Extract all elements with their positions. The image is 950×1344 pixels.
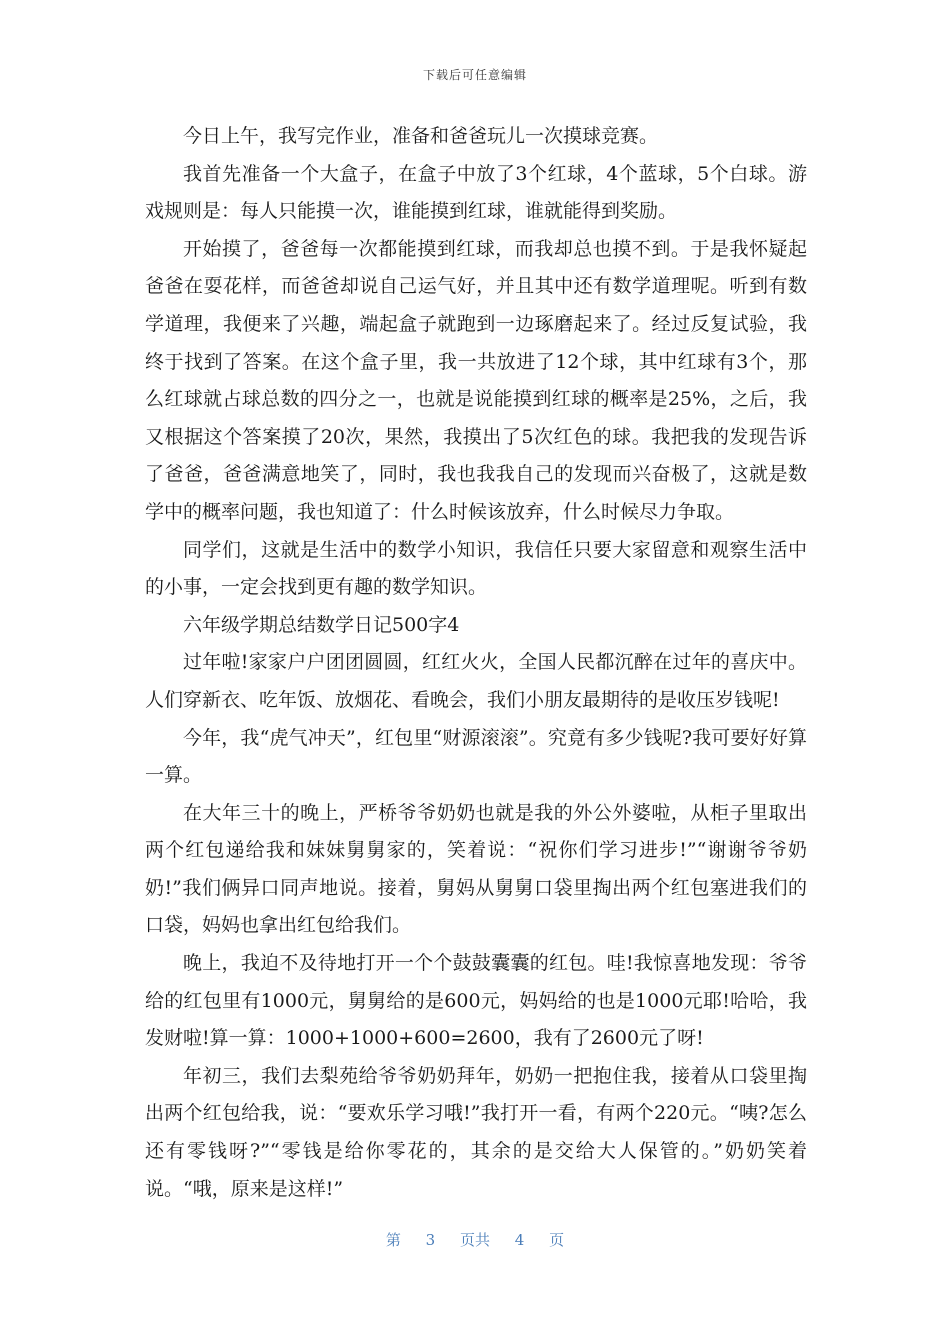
page-label-pre: 第: [385, 1231, 401, 1249]
page-number-footer: [0, 1229, 950, 1250]
document-body: [145, 118, 807, 1208]
paragraph: 在大年三十的晚上，严桥爷爷奶奶也就是我的外公外婆啦，从柜子里取出两个红包递给我和妹妹舅舅家的，笑着说：“祝你们学习进步!”“谢谢爷爷奶奶!”我们俩异口同声地说。接着，舅妈从舅舅口袋里掏出两个红包塞进我们的口袋，妈妈也拿出红包给我们。: [145, 801, 807, 937]
paragraph: 年初三，我们去梨苑给爷爷奶奶拜年，奶奶一把抱住我，接着从口袋里掏出两个红包给我，说：“要欢乐学习哦!”我打开一看，有两个220元。“咦?怎么还有零钱呀?”“零钱是给你零花的，其余的是交给大人保管的。”奶奶笑着说。“哦，原来是这样!”: [145, 1064, 807, 1200]
page-number: 3: [425, 1231, 436, 1249]
page-header: 下载后可任意编辑: [422, 68, 527, 82]
page-label-post: 页: [549, 1231, 565, 1249]
paragraph: 晚上，我迫不及待地打开一个个鼓鼓囊囊的红包。哇!我惊喜地发现：爷爷给的红包里有1000元，舅舅给的是600元，妈妈给的也是1000元耶!哈哈，我发财啦!算一算：1000+1000+600=2600，我有了2600元了呀!: [145, 952, 807, 1050]
page-label-mid: 页共: [459, 1231, 490, 1249]
section-title: 六年级学期总结数学日记500字4: [183, 613, 460, 636]
paragraph: 今日上午，我写完作业，准备和爸爸玩儿一次摸球竞赛。: [183, 125, 659, 147]
paragraph: 开始摸了，爸爸每一次都能摸到红球，而我却总也摸不到。于是我怀疑起爸爸在耍花样，而爸爸却说自己运气好，并且其中还有数学道理呢。听到有数学道理，我便来了兴趣，端起盒子就跑到一边琢磨起来了。经过反复试验，我终于找到了答案。在这个盒子里，我一共放进了12个球，其中红球有3个，那么红球就占球总数的四分之一，也就是说能摸到红球的概率是25%，之后，我又根据这个答案摸了20次，果然，我摸出了5次红色的球。我把我的发现告诉了爸爸，爸爸满意地笑了，同时，我也我我自己的发现而兴奋极了，这就是数学中的概率问题，我也知道了：什么时候该放弃，什么时候尽力争取。: [145, 237, 807, 523]
paragraph: 过年啦!家家户户团团圆圆，红红火火，全国人民都沉醉在过年的喜庆中。人们穿新衣、吃年饭、放烟花、看晚会，我们小朋友最期待的是收压岁钱呢!: [145, 651, 807, 711]
paragraph: 同学们，这就是生活中的数学小知识，我信任只要大家留意和观察生活中的小事，一定会找到更有趣的数学知识。: [145, 538, 807, 599]
page-total: 4: [514, 1231, 525, 1249]
paragraph: 我首先准备一个大盒子，在盒子中放了3个红球，4个蓝球，5个白球。游戏规则是：每人只能摸一次，谁能摸到红球，谁就能得到奖励。: [145, 162, 807, 223]
paragraph: 今年，我“虎气冲天”，红包里“财源滚滚”。究竟有多少钱呢?我可要好好算一算。: [145, 726, 807, 787]
